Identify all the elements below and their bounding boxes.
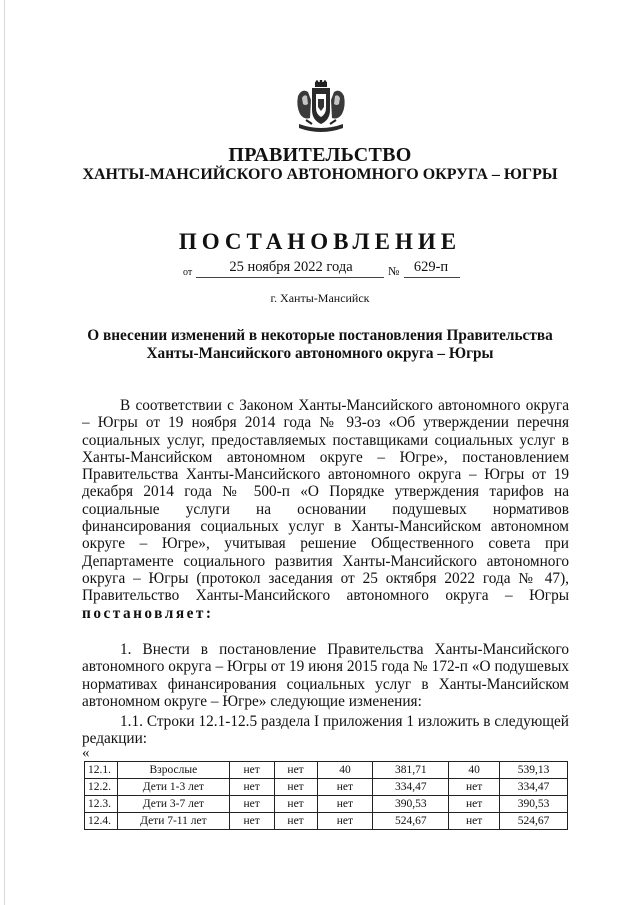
table-cell: 12.2. xyxy=(85,779,118,796)
table-cell: 390,53 xyxy=(500,796,568,813)
table-cell: 381,71 xyxy=(373,762,449,779)
item-1-paragraph: 1. Внести в постановление Правительства Ханты-Мансийского автономного округа – Югры от 19 июня 2015 года № 172-п «О подушевых нормативах финансирования социальных услуг в Ханты-Мансийском автономном округе – Югре» следующие изменения: xyxy=(82,641,569,710)
government-title: ПРАВИТЕЛЬСТВО xyxy=(228,144,412,166)
table-cell: 40 xyxy=(317,762,373,779)
preamble-paragraph xyxy=(82,397,569,622)
resolves-word: постановляет: xyxy=(82,604,214,622)
number-label: № xyxy=(388,264,400,278)
table-row xyxy=(85,779,568,796)
table-cell: 524,67 xyxy=(373,813,449,830)
table-cell: нет xyxy=(449,779,500,796)
coat-of-arms-icon xyxy=(294,80,348,138)
table-cell: нет xyxy=(229,813,274,830)
region-title: ХАНТЫ-МАНСИЙСКОГО АВТОНОМНОГО ОКРУГА – ЮГРЫ xyxy=(82,166,558,183)
table-cell: Взрослые xyxy=(117,762,229,779)
from-label: от xyxy=(183,267,193,278)
preamble-text: В соответствии с Законом Ханты-Мансийского автономного округа – Югры от 19 ноября 2014 года № 93-оз «Об утверждении перечня социальных услуг, предоставляемых поставщиками социальных услуг в Ханты-Мансийском автономном округе – Югре», постановлением Правительства Ханты-Мансийского автономного округа – Югры от 19 декабря 2014 года № 500-п «О Порядке утверждения тарифов на социальные услуги на основании подушевых нормативов финансирования социальных услуг в Ханты-Мансийском автономном округе – Югре», учитывая решение Общественного совета при Департаменте социального развития Ханты-Мансийского автономного округа – Югры (протокол заседания от 25 октября 2022 года № 47), Правительство Ханты-Мансийского автономного округа – Югры xyxy=(82,397,569,605)
table-cell: нет xyxy=(274,779,317,796)
table-cell: нет xyxy=(317,813,373,830)
table-cell: 12.3. xyxy=(85,796,118,813)
table-cell: 12.1. xyxy=(85,762,118,779)
table-cell: нет xyxy=(229,762,274,779)
item-1-1-paragraph: 1.1. Строки 12.1-12.5 раздела I приложения 1 изложить в следующей редакции: xyxy=(82,713,569,748)
tariff-table xyxy=(84,761,568,830)
document-subject xyxy=(0,327,640,363)
table-cell: Дети 7-11 лет xyxy=(117,813,229,830)
table-row xyxy=(85,762,568,779)
table-cell: нет xyxy=(229,796,274,813)
table-cell: 334,47 xyxy=(500,779,568,796)
table-cell: нет xyxy=(274,762,317,779)
document-date: 25 ноября 2022 года xyxy=(229,259,353,275)
table-cell: нет xyxy=(449,796,500,813)
subject-line-2: Ханты-Мансийского автономного округа – Югры xyxy=(146,345,494,362)
date-underline xyxy=(196,277,384,278)
table-cell: 40 xyxy=(449,762,500,779)
table-cell: нет xyxy=(317,779,373,796)
table-cell: нет xyxy=(449,813,500,830)
subject-line-1: О внесении изменений в некоторые постановления Правительства xyxy=(87,327,553,344)
city: г. Ханты-Мансийск xyxy=(270,291,370,305)
table-cell: 524,67 xyxy=(500,813,568,830)
table-cell: 334,47 xyxy=(373,779,449,796)
table-row xyxy=(85,813,568,830)
table-cell: 12.4. xyxy=(85,813,118,830)
table-cell: нет xyxy=(229,779,274,796)
opening-quote: « xyxy=(82,745,90,761)
scan-edge-line xyxy=(4,0,5,905)
table-cell: 390,53 xyxy=(373,796,449,813)
table-cell: Дети 3-7 лет xyxy=(117,796,229,813)
table-row xyxy=(85,796,568,813)
table-cell: 539,13 xyxy=(500,762,568,779)
table-cell: Дети 1-3 лет xyxy=(117,779,229,796)
document-number: 629-п xyxy=(413,259,449,275)
table-cell: нет xyxy=(274,796,317,813)
table-cell: нет xyxy=(317,796,373,813)
number-underline xyxy=(404,277,460,278)
date-number-row xyxy=(176,259,476,281)
table-cell: нет xyxy=(274,813,317,830)
document-type: ПОСТАНОВЛЕНИЕ xyxy=(178,229,462,254)
